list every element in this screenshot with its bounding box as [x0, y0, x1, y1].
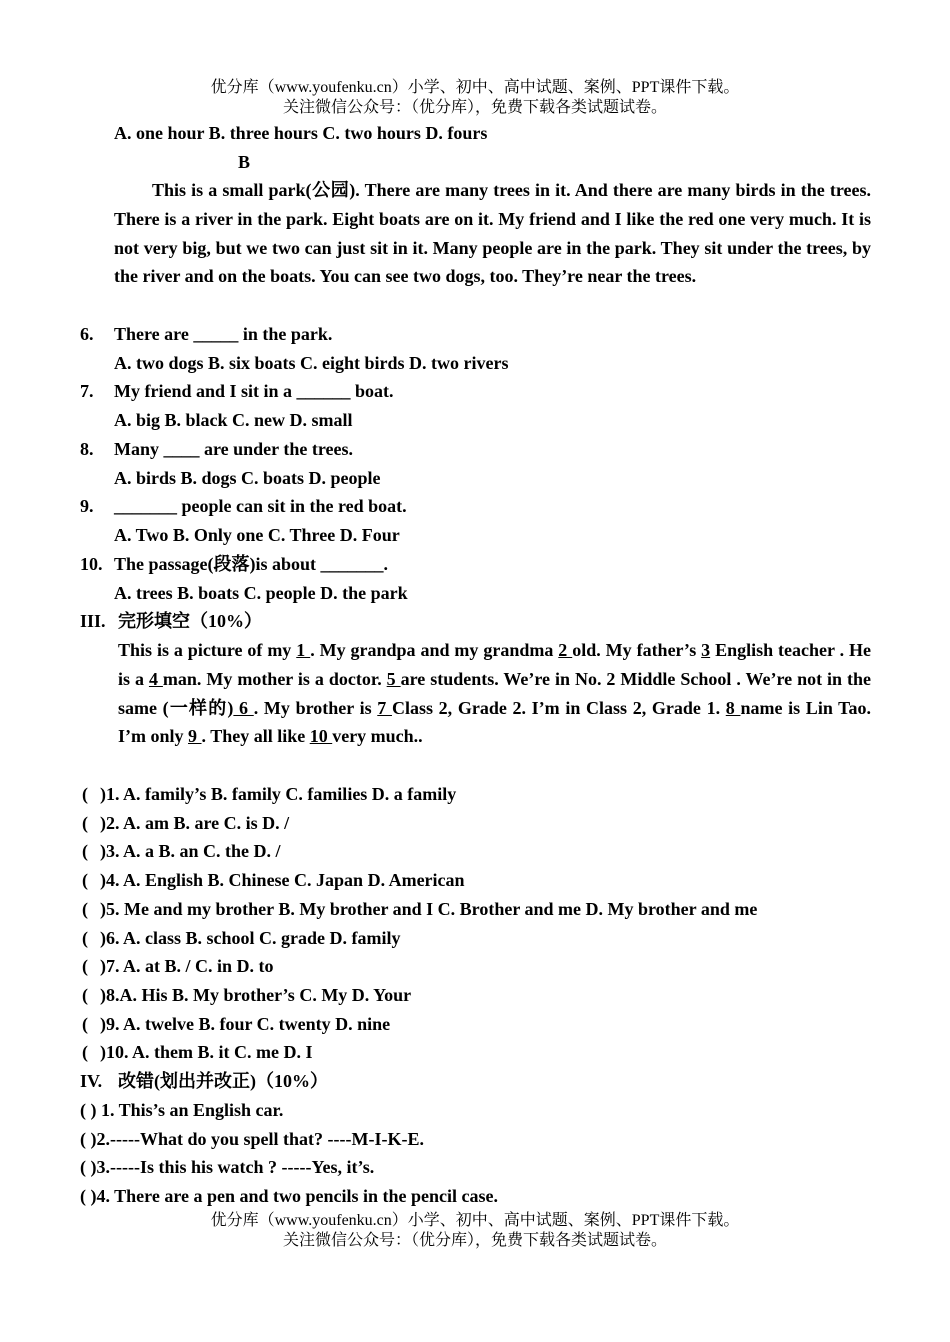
header-line-1: 优分库（www.youfenku.cn）小学、初中、高中试题、案例、PPT课件下载。	[210, 79, 740, 96]
passage-b-text: This is a small park(公园). There are many trees in it. And there are many birds in the trees. There is a river in the park. Eight boats are on it. My friend and I like the red one very much. It is not very big, but we two can just sit in it. Many people are in the park. They sit under the trees, by the river and on the boats. You can see two dogs, too. They’re near the trees.	[114, 180, 871, 287]
cloze-item-7	[82, 955, 274, 977]
section3-heading: 完形填空（10%）	[118, 611, 262, 631]
q6-stem: There are _____ in the park.	[114, 324, 333, 344]
footer-line-2: 关注微信公众号：（优分库），免费下载各类试题试卷。	[282, 1232, 667, 1249]
q8-stem: Many ____ are under the trees.	[114, 439, 353, 459]
cloze-item-text: 3. A. a B. an C. the D. /	[106, 841, 281, 861]
answer-paren-open: (	[82, 870, 88, 890]
section3-number: III.	[80, 611, 106, 631]
q9-options: A. Two B. Only one C. Three D. Four	[114, 525, 400, 545]
q9-number: 9.	[80, 496, 94, 516]
cloze-blank-8: 8	[725, 697, 741, 718]
cloze-item-9	[82, 1013, 390, 1035]
cloze-item-6	[82, 927, 401, 949]
cloze-text: name is Lin Tao. I’m only	[118, 697, 872, 747]
cloze-item-1	[82, 783, 456, 805]
cloze-text: are students. We’re in No. 2 Middle School . We’re not in the same (一样的)	[118, 668, 872, 718]
cloze-text: English teacher . He is a	[118, 640, 872, 689]
answer-paren-open: (	[82, 1042, 88, 1062]
q6-number: 6.	[80, 324, 94, 344]
answer-paren-open: (	[82, 985, 88, 1005]
answer-paren-open: (	[82, 899, 88, 919]
cloze-item-4	[82, 869, 465, 891]
passage-b-label: B	[238, 152, 251, 172]
answer-paren-close: )	[100, 928, 106, 948]
q6-options: A. two dogs B. six boats C. eight birds D. two rivers	[114, 353, 509, 373]
q8-options: A. birds B. dogs C. boats D. people	[114, 468, 381, 488]
q10-options: A. trees B. boats C. people D. the park	[114, 583, 408, 603]
q7-number: 7.	[80, 381, 94, 401]
cloze-item-text: 8.A. His B. My brother’s C. My D. Your	[106, 985, 412, 1005]
correction-item-4: ( )4. There are a pen and two pencils in the pencil case.	[80, 1186, 498, 1206]
cloze-blank-3: 3	[701, 640, 711, 660]
footer-line-1: 优分库（www.youfenku.cn）小学、初中、高中试题、案例、PPT课件下载。	[210, 1212, 740, 1229]
correction-item-1: ( ) 1. This’s an English car.	[80, 1100, 284, 1120]
cloze-text: Class 2, Grade 2. I’m in Class 2, Grade 1.	[391, 697, 726, 718]
q10-number: 10.	[80, 554, 103, 574]
answer-paren-open: (	[82, 784, 88, 804]
cloze-text: man. My mother is a doctor.	[162, 668, 387, 689]
answer-paren-close: )	[100, 784, 106, 804]
cloze-item-text: 9. A. twelve B. four C. twenty D. nine	[106, 1014, 391, 1034]
q10-stem: The passage(段落)is about _______.	[114, 554, 389, 574]
answer-paren-close: )	[100, 1042, 106, 1062]
cloze-text: . They all like	[201, 726, 310, 747]
cloze-item-8	[82, 984, 411, 1006]
answer-paren-close: )	[100, 1014, 106, 1034]
section4-number: IV.	[80, 1071, 103, 1091]
q7-options: A. big B. black C. new D. small	[114, 410, 353, 430]
cloze-text: old. My father’s	[572, 640, 702, 660]
answer-paren-close: )	[100, 870, 106, 890]
answer-paren-open: (	[82, 1014, 88, 1034]
answer-paren-close: )	[100, 899, 106, 919]
section4-heading: 改错(划出并改正)（10%）	[118, 1071, 328, 1091]
cloze-item-2	[82, 812, 289, 834]
answer-paren-close: )	[100, 813, 106, 833]
answer-paren-close: )	[100, 841, 106, 861]
cloze-blank-5: 5	[386, 668, 401, 689]
cloze-item-10	[82, 1041, 312, 1063]
cloze-blank-9: 9	[188, 726, 202, 747]
header-line-2: 关注微信公众号：（优分库），免费下载各类试题试卷。	[282, 99, 667, 116]
q9-stem: _______ people can sit in the red boat.	[114, 496, 407, 516]
cloze-item-text: 4. A. English B. Chinese C. Japan D. American	[106, 870, 465, 890]
answer-paren-open: (	[82, 813, 88, 833]
answer-paren-open: (	[82, 841, 88, 861]
cloze-item-text: 6. A. class B. school C. grade D. family	[106, 928, 401, 948]
cloze-passage	[118, 636, 871, 751]
cloze-blank-6: 6	[233, 697, 254, 718]
cloze-item-text: 1. A. family’s B. family C. families D. a family	[106, 784, 457, 804]
cloze-item-3	[82, 840, 281, 862]
cloze-item-5	[82, 898, 757, 920]
cloze-item-text: 7. A. at B. / C. in D. to	[106, 956, 274, 976]
answer-paren-open: (	[82, 956, 88, 976]
cloze-item-text: 10. A. them B. it C. me D. I	[106, 1042, 313, 1062]
cloze-blank-1: 1	[296, 640, 311, 660]
cloze-text: . My brother is	[253, 697, 378, 718]
q5-options: A. one hour B. three hours C. two hours D. fours	[114, 123, 488, 143]
cloze-text: very much..	[332, 726, 423, 747]
cloze-blank-2: 2	[558, 640, 573, 660]
correction-item-2: ( )2.-----What do you spell that? ----M-I-K-E.	[80, 1129, 424, 1149]
q7-stem: My friend and I sit in a ______ boat.	[114, 381, 394, 401]
answer-paren-open: (	[82, 928, 88, 948]
cloze-blank-10: 10	[309, 726, 333, 747]
answer-paren-close: )	[100, 956, 106, 976]
cloze-item-text: 5. Me and my brother B. My brother and I C. Brother and me D. My brother and me	[106, 899, 758, 919]
cloze-item-text: 2. A. am B. are C. is D. /	[106, 813, 290, 833]
cloze-text: This is a picture of my	[118, 640, 297, 660]
answer-paren-close: )	[100, 985, 106, 1005]
q8-number: 8.	[80, 439, 94, 459]
cloze-blank-7: 7	[377, 697, 392, 718]
cloze-blank-4: 4	[148, 668, 163, 689]
correction-item-3: ( )3.-----Is this his watch ? -----Yes, it’s.	[80, 1157, 375, 1177]
cloze-text: . My grandpa and my grandma	[310, 640, 559, 660]
